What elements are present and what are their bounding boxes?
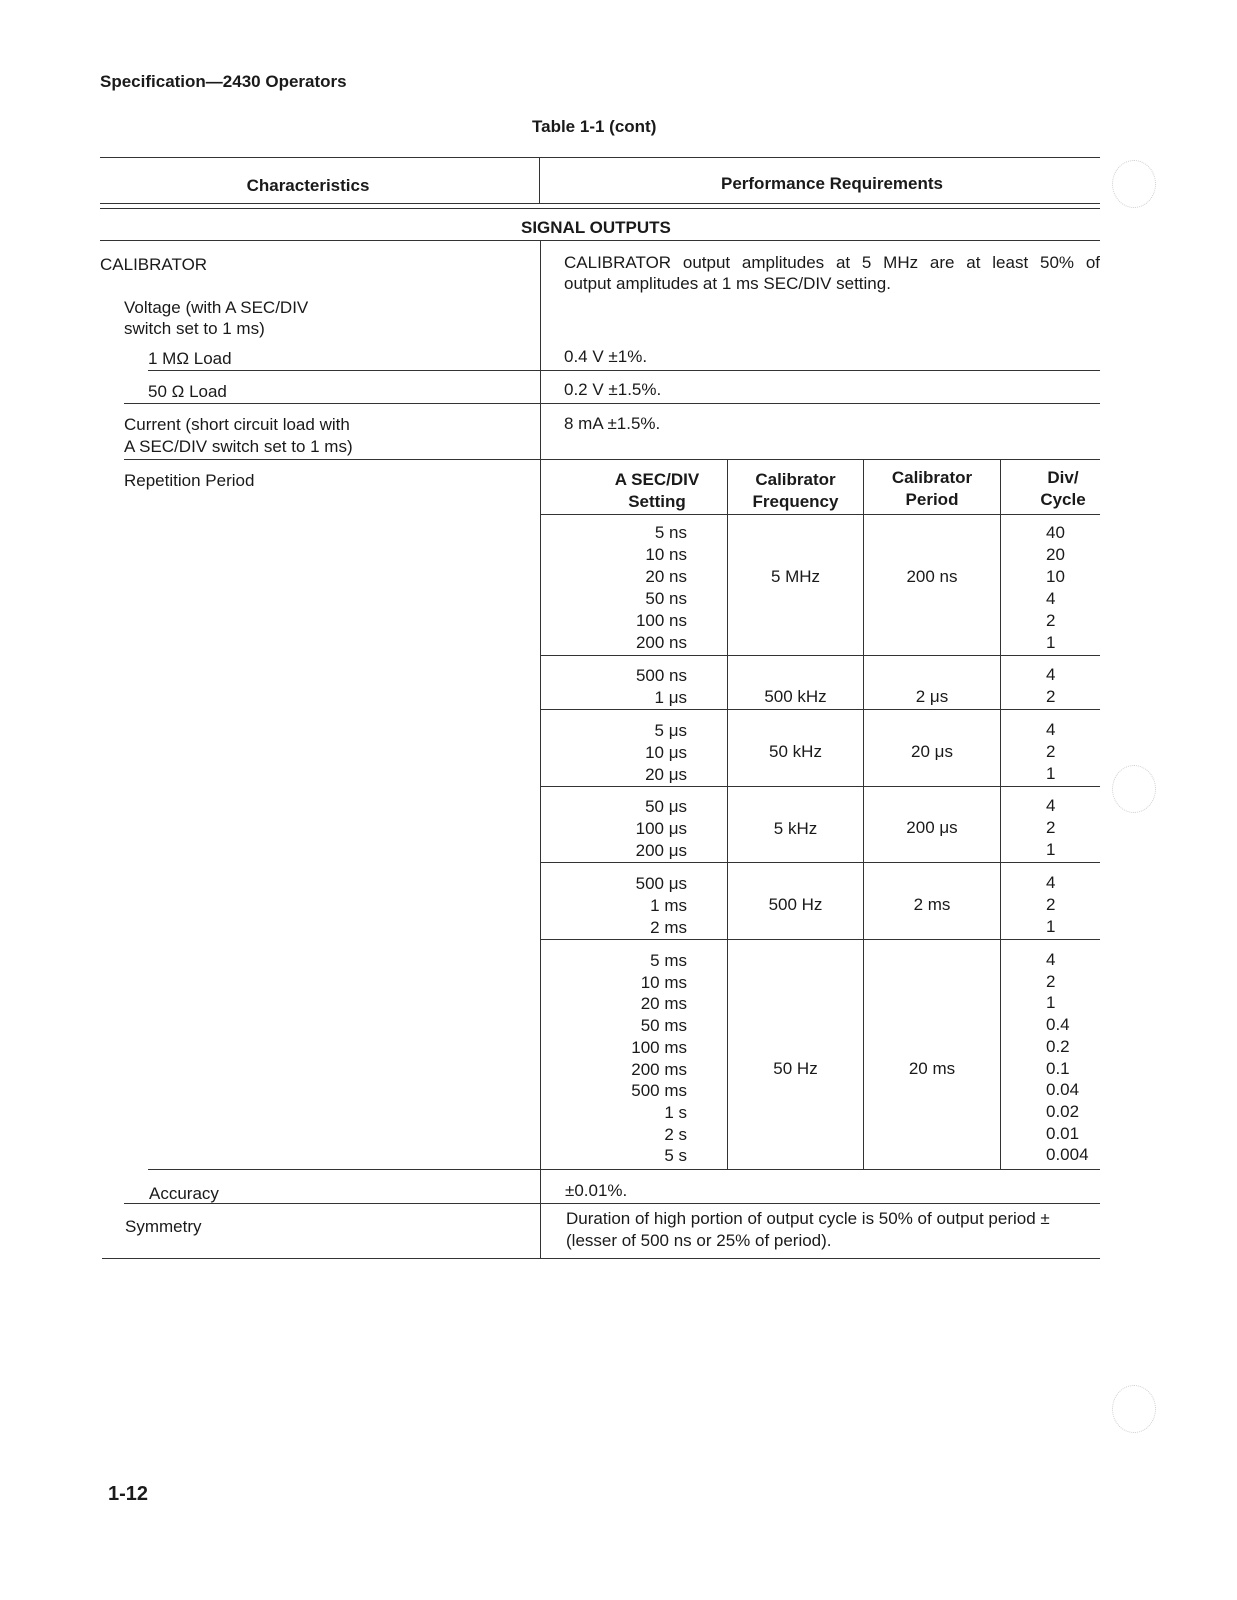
load-50-value: 0.2 V ±1.5%. bbox=[564, 380, 662, 399]
rep-div-cycle: 2 bbox=[1046, 611, 1056, 630]
load-1m-rule bbox=[148, 370, 1100, 371]
section-rule bbox=[100, 240, 1100, 241]
accuracy-value: ±0.01%. bbox=[565, 1181, 628, 1200]
rep-header-div-cycle-line1: Div/ bbox=[1047, 468, 1079, 487]
rep-setting: 5 s bbox=[664, 1146, 687, 1166]
rep-group-1-settings bbox=[560, 522, 687, 654]
rep-header-setting-line1: A SEC/DIV bbox=[614, 470, 700, 489]
rep-div-cycle: 1 bbox=[1046, 840, 1056, 859]
rep-header-rule bbox=[540, 514, 1100, 515]
rep-setting: 2 s bbox=[664, 1124, 687, 1144]
rep-setting: 10 μs bbox=[645, 743, 687, 762]
table-bottom-rule bbox=[102, 1258, 1100, 1259]
rep-div-cycle: 4 bbox=[1046, 589, 1056, 608]
load-1m-value: 0.4 V ±1%. bbox=[564, 347, 648, 366]
symmetry-value-line1: Duration of high portion of output cycle is 50% of output period ± bbox=[566, 1209, 1050, 1228]
rep-setting: 200 ns bbox=[635, 633, 687, 652]
rep-group-3-frequency: 50 kHz bbox=[769, 742, 822, 761]
rep-group-5-div-cycle bbox=[1046, 872, 1055, 938]
rep-group-4-settings bbox=[560, 796, 687, 862]
rep-group-5-settings bbox=[560, 873, 687, 939]
rep-header-setting-line2: Setting bbox=[628, 492, 686, 511]
header-double-rule-2 bbox=[100, 208, 1100, 209]
rep-setting: 20 ms bbox=[640, 994, 687, 1014]
rep-group-1-period: 200 ns bbox=[906, 567, 958, 586]
load-50-label: 50 Ω Load bbox=[148, 382, 227, 401]
rep-group-5-frequency: 500 Hz bbox=[768, 895, 823, 914]
rep-div-cycle: 40 bbox=[1046, 523, 1065, 542]
rep-div-cycle: 1 bbox=[1046, 917, 1056, 936]
rep-group-3-rule bbox=[540, 786, 1100, 787]
rep-group-2-frequency: 500 kHz bbox=[764, 687, 827, 706]
rep-header-div-cycle bbox=[1012, 467, 1114, 511]
rep-group-6-div-cycle bbox=[1046, 949, 1089, 1166]
rep-div-cycle: 0.04 bbox=[1046, 1080, 1080, 1100]
symmetry-label: Symmetry bbox=[125, 1217, 202, 1236]
rep-div-cycle: 1 bbox=[1046, 764, 1056, 783]
header-double-rule-1 bbox=[100, 203, 1100, 204]
rep-div-cycle: 2 bbox=[1046, 742, 1056, 761]
rep-div-cycle: 0.02 bbox=[1046, 1101, 1080, 1121]
calibrator-description-line1: CALIBRATOR output amplitudes at 5 MHz are at least 50% of bbox=[564, 253, 1100, 272]
accuracy-rule bbox=[124, 1203, 1100, 1204]
rep-setting: 100 ms bbox=[631, 1037, 687, 1057]
rep-header-period-line1: Calibrator bbox=[891, 468, 973, 487]
rep-header-frequency-line2: Frequency bbox=[752, 492, 839, 511]
rep-setting: 5 μs bbox=[654, 721, 687, 740]
repetition-period-label: Repetition Period bbox=[124, 471, 255, 490]
rep-setting: 20 μs bbox=[645, 765, 687, 784]
rep-setting: 500 ms bbox=[631, 1081, 687, 1101]
page-number: 1-12 bbox=[108, 1483, 149, 1505]
rep-div-cycle: 10 bbox=[1046, 567, 1065, 586]
rep-group-5-period: 2 ms bbox=[913, 895, 951, 914]
current-label-line1: Current (short circuit load with bbox=[124, 415, 350, 434]
rep-setting: 10 ns bbox=[645, 545, 687, 564]
rep-header-frequency-line1: Calibrator bbox=[755, 470, 836, 489]
load-1m-label: 1 MΩ Load bbox=[148, 349, 232, 368]
rep-div-cycle: 2 bbox=[1046, 895, 1056, 914]
rep-setting: 50 μs bbox=[645, 797, 687, 816]
rep-div-cycle: 4 bbox=[1046, 665, 1056, 684]
table-caption: Table 1-1 (cont) bbox=[532, 117, 657, 136]
rep-group-4-div-cycle bbox=[1046, 795, 1055, 861]
rep-group-2-settings bbox=[560, 665, 687, 709]
accuracy-label: Accuracy bbox=[149, 1184, 219, 1203]
rep-div-cycle: 2 bbox=[1046, 687, 1056, 706]
symmetry-value-line2: (lesser of 500 ns or 25% of period). bbox=[566, 1231, 832, 1250]
current-label-line2: A SEC/DIV switch set to 1 ms) bbox=[124, 437, 353, 456]
rep-div-cycle: 0.01 bbox=[1046, 1123, 1080, 1143]
rep-div-cycle: 4 bbox=[1046, 796, 1056, 815]
rep-group-4-period: 200 μs bbox=[906, 818, 958, 837]
rep-group-2-period: 2 μs bbox=[915, 687, 949, 706]
rep-group-3-period: 20 μs bbox=[911, 742, 953, 761]
rep-div-cycle: 1 bbox=[1046, 993, 1056, 1013]
rep-group-1-rule bbox=[540, 655, 1100, 656]
rep-div-cycle: 2 bbox=[1046, 818, 1056, 837]
rep-setting: 1 μs bbox=[654, 688, 687, 707]
rep-div-cycle: 4 bbox=[1046, 873, 1056, 892]
rep-group-2-div-cycle bbox=[1046, 664, 1055, 708]
current-rule bbox=[124, 459, 1100, 460]
rep-table-divider-3 bbox=[1000, 459, 1001, 1169]
rep-header-period bbox=[864, 467, 1000, 511]
calibrator-label: CALIBRATOR bbox=[100, 255, 208, 274]
rep-group-5-rule bbox=[540, 939, 1100, 940]
rep-setting: 1 ms bbox=[650, 896, 687, 915]
rep-table-bottom-rule bbox=[148, 1169, 1100, 1170]
rep-group-2-rule bbox=[540, 709, 1100, 710]
column-header-performance: Performance Requirements bbox=[720, 174, 944, 193]
load-50-rule bbox=[124, 403, 1100, 404]
rep-group-3-div-cycle bbox=[1046, 719, 1055, 785]
rep-setting: 500 μs bbox=[635, 874, 687, 893]
rep-div-cycle: 4 bbox=[1046, 720, 1056, 739]
rep-div-cycle: 0.4 bbox=[1046, 1015, 1070, 1035]
main-column-divider bbox=[540, 240, 541, 1258]
rep-setting: 20 ns bbox=[645, 567, 687, 586]
rep-div-cycle: 0.1 bbox=[1046, 1058, 1070, 1078]
rep-setting: 1 s bbox=[664, 1102, 687, 1122]
page-header-title: Specification—2430 Operators bbox=[100, 72, 347, 91]
rep-setting: 500 ns bbox=[635, 666, 687, 685]
section-heading: SIGNAL OUTPUTS bbox=[521, 218, 671, 237]
rep-div-cycle: 4 bbox=[1046, 950, 1056, 969]
rep-group-6-period: 20 ms bbox=[908, 1059, 956, 1078]
rep-setting: 50 ns bbox=[645, 589, 687, 608]
rep-setting: 5 ms bbox=[650, 951, 687, 970]
punch-hole-middle bbox=[1112, 765, 1156, 813]
rep-header-setting bbox=[594, 469, 720, 513]
calibrator-description-line2: output amplitudes at 1 ms SEC/DIV setting. bbox=[564, 274, 891, 293]
punch-hole-bottom bbox=[1112, 1385, 1156, 1433]
rep-setting: 200 μs bbox=[635, 841, 687, 860]
rep-header-frequency bbox=[728, 469, 863, 513]
rep-group-4-frequency: 5 kHz bbox=[773, 819, 818, 838]
rep-setting: 200 ms bbox=[631, 1059, 687, 1079]
rep-div-cycle: 0.004 bbox=[1046, 1145, 1089, 1165]
rep-div-cycle: 0.2 bbox=[1046, 1036, 1070, 1056]
rep-setting: 50 ms bbox=[640, 1016, 687, 1036]
rep-group-1-frequency: 5 MHz bbox=[770, 567, 821, 586]
rep-group-3-settings bbox=[560, 720, 687, 786]
current-value: 8 mA ±1.5%. bbox=[564, 414, 661, 433]
punch-hole-top bbox=[1112, 160, 1156, 208]
rep-header-period-line2: Period bbox=[905, 490, 959, 509]
voltage-label-line2: switch set to 1 ms) bbox=[124, 319, 265, 338]
rep-setting: 2 ms bbox=[650, 918, 687, 937]
rep-setting: 5 ns bbox=[654, 523, 687, 542]
column-header-characteristics: Characteristics bbox=[246, 176, 370, 195]
voltage-label-line1: Voltage (with A SEC/DIV bbox=[124, 298, 309, 317]
rep-group-4-rule bbox=[540, 862, 1100, 863]
rep-group-6-settings bbox=[560, 950, 687, 1167]
rep-setting: 10 ms bbox=[640, 972, 687, 992]
rep-group-1-div-cycle bbox=[1046, 522, 1065, 654]
rep-group-6-frequency: 50 Hz bbox=[773, 1059, 818, 1078]
rep-setting: 100 ns bbox=[635, 611, 687, 630]
table-top-rule bbox=[100, 157, 1100, 158]
rep-header-div-cycle-line2: Cycle bbox=[1040, 490, 1086, 509]
rep-div-cycle: 1 bbox=[1046, 633, 1056, 652]
rep-div-cycle: 2 bbox=[1046, 971, 1056, 991]
rep-div-cycle: 20 bbox=[1046, 545, 1065, 564]
rep-setting: 100 μs bbox=[635, 819, 687, 838]
